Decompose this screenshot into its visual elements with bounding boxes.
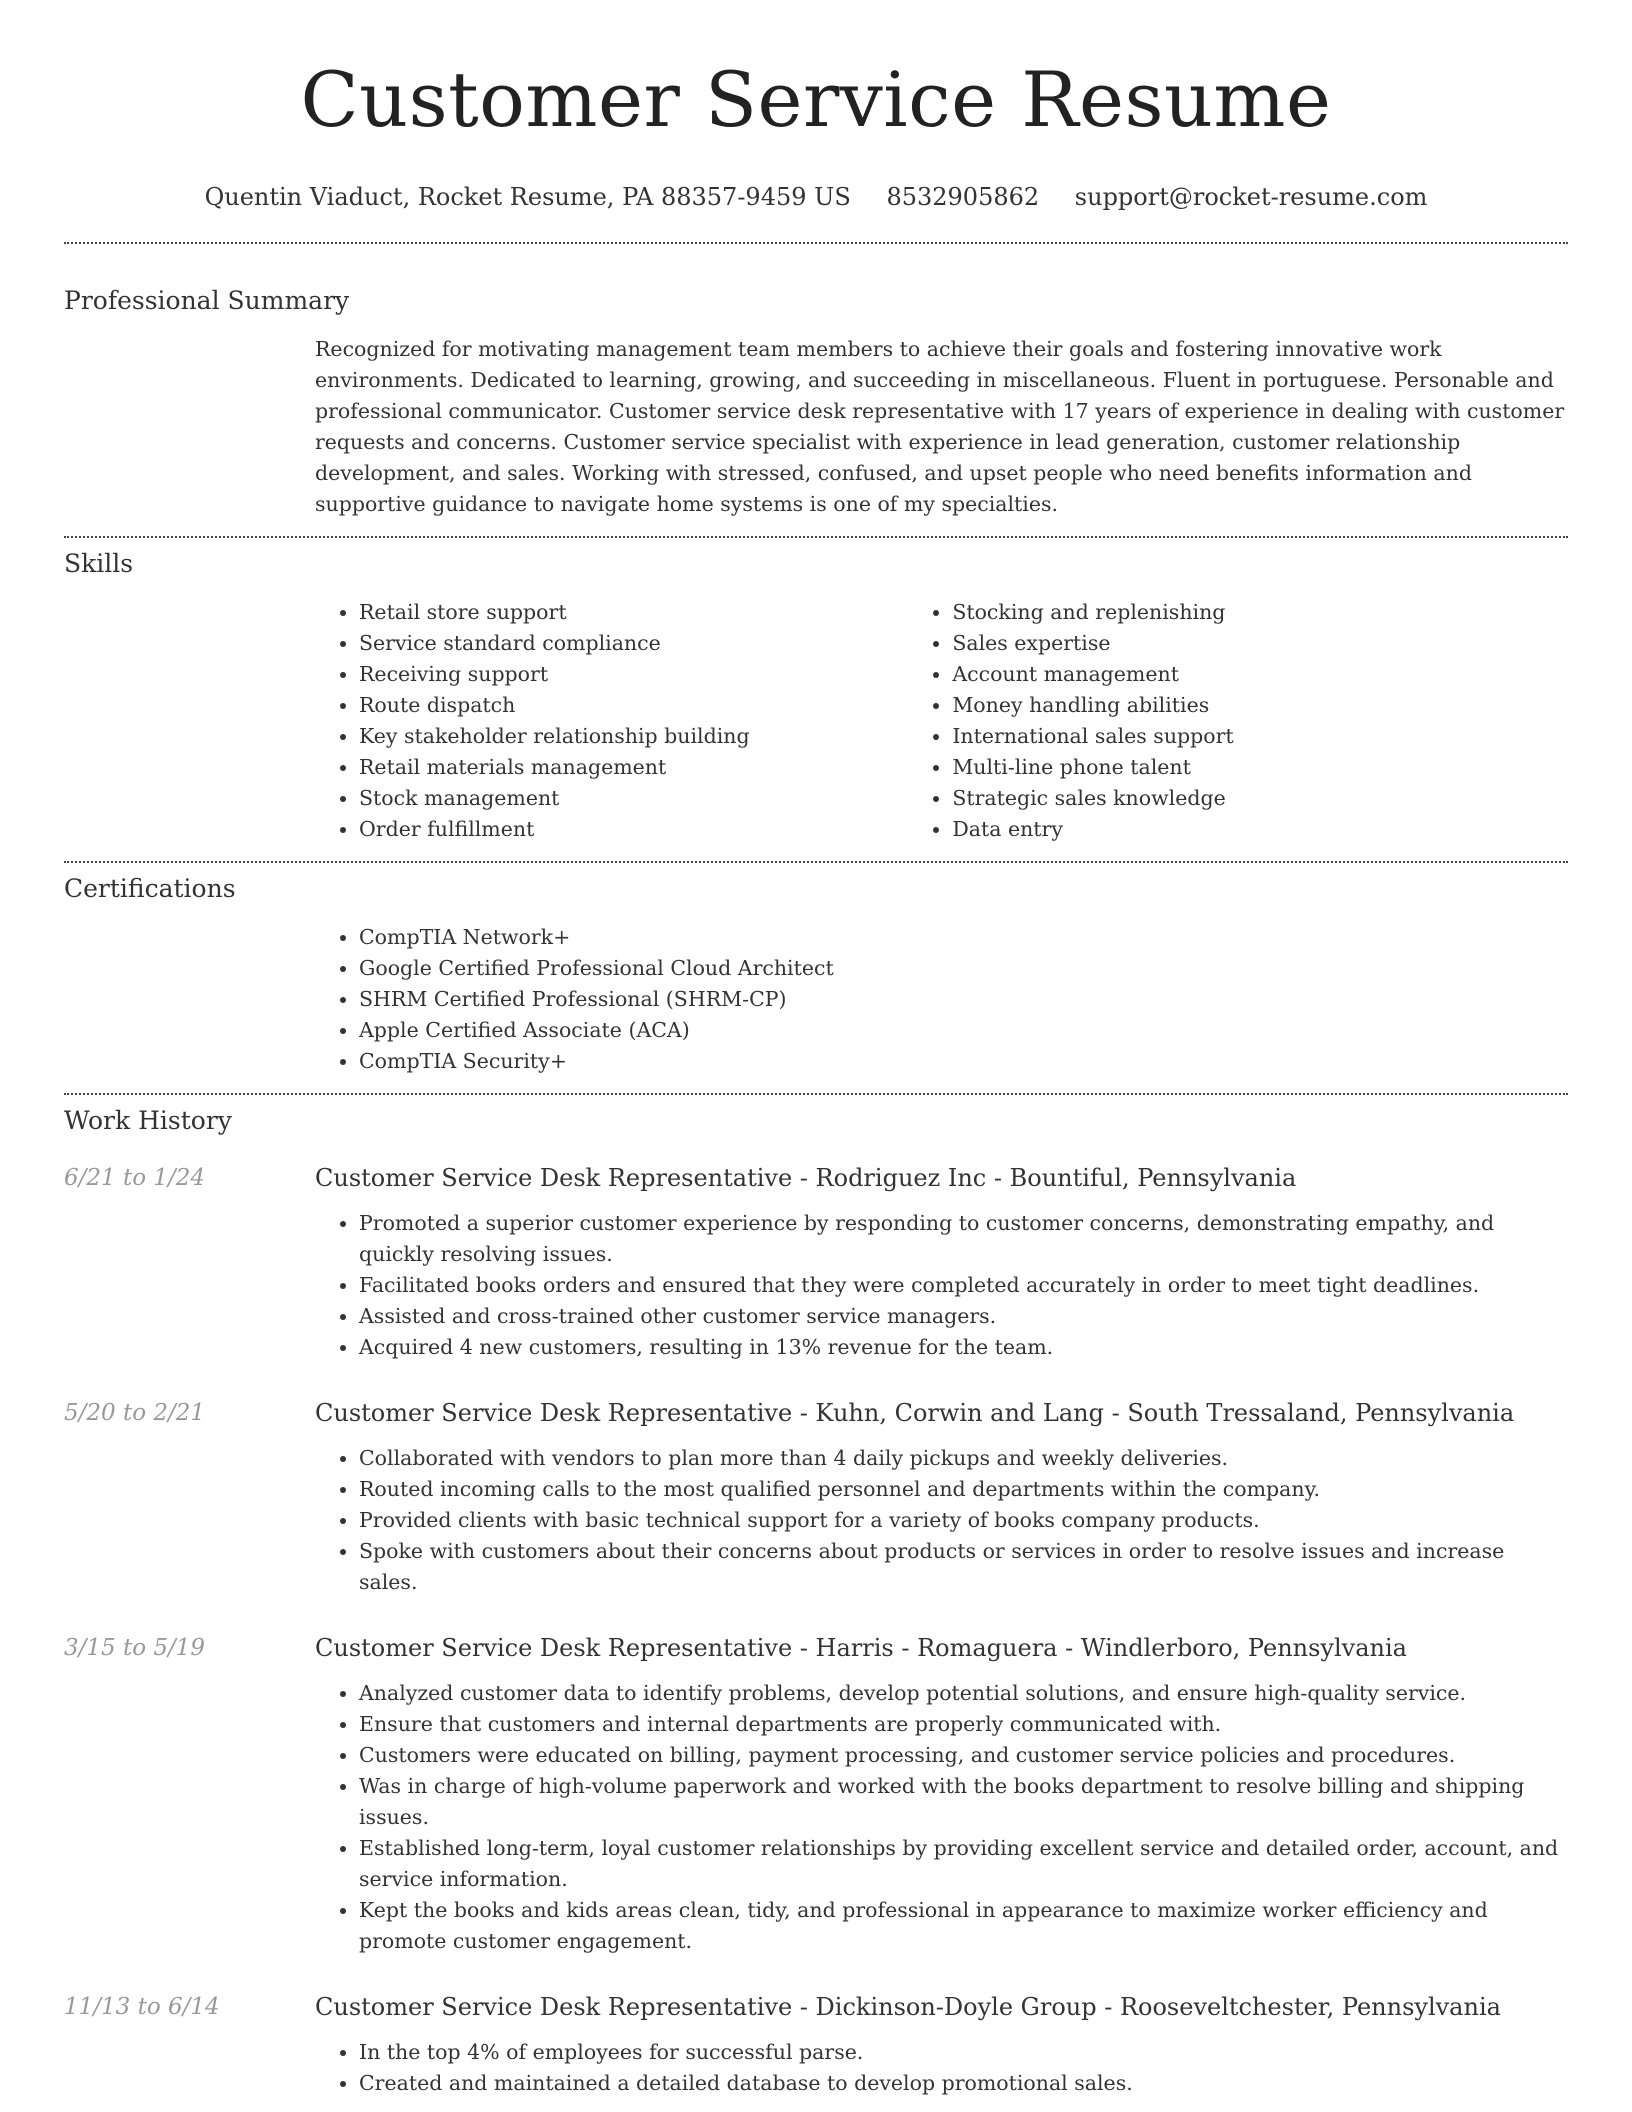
skill-item: • Multi-line phone talent <box>952 752 1568 783</box>
job-bullet: • Kept the books and kids areas clean, tidy, and professional in appearance to maximize worker efficiency and promote customer engagement. <box>359 1895 1568 1957</box>
contact-email[interactable]: support@rocket-resume.com <box>1074 183 1428 211</box>
job-bullet: • Was in charge of high-volume paperwork and worked with the books department to resolve billing and shipping issues. <box>359 1771 1568 1833</box>
job-title: Customer Service Desk Representative - Kuhn, Corwin and Lang - South Tressaland, Pennsylvania <box>315 1399 1515 1427</box>
job-bullets <box>315 1443 1568 1598</box>
skill-item: • Receiving support <box>359 659 908 690</box>
job-entry <box>64 1991 1568 2099</box>
divider <box>64 861 1568 863</box>
skill-item: • Service standard compliance <box>359 628 908 659</box>
skill-item: • Sales expertise <box>952 628 1568 659</box>
job-title: Customer Service Desk Representative - Rodriguez Inc - Bountiful, Pennsylvania <box>315 1164 1297 1192</box>
divider <box>64 1093 1568 1095</box>
job-dates: 3/15 to 5/19 <box>64 1635 206 1661</box>
certification-item: • CompTIA Security+ <box>359 1046 1568 1077</box>
job-dates: 6/21 to 1/24 <box>64 1165 206 1191</box>
skill-item: • Money handling abilities <box>952 690 1568 721</box>
job-title: Customer Service Desk Representative - Harris - Romaguera - Windlerboro, Pennsylvania <box>315 1634 1407 1662</box>
skill-item: • Retail materials management <box>359 752 908 783</box>
skills-column-2 <box>908 597 1568 845</box>
job-bullet: • Analyzed customer data to identify problems, develop potential solutions, and ensure high-quality service. <box>359 1678 1568 1709</box>
resume-page <box>64 0 1568 2099</box>
job-entry <box>64 1632 1568 1957</box>
job-details <box>315 1397 1568 1598</box>
skill-item: • Strategic sales knowledge <box>952 783 1568 814</box>
certifications-heading: Certifications <box>64 874 236 903</box>
certification-item: • Google Certified Professional Cloud Architect <box>359 953 1568 984</box>
skill-item: • Order fulfillment <box>359 814 908 845</box>
job-bullet: • Created and maintained a detailed database to develop promotional sales. <box>359 2068 1568 2099</box>
contact-address: Quentin Viaduct, Rocket Resume, PA 88357-9459 US <box>204 183 851 211</box>
skill-item: • Route dispatch <box>359 690 908 721</box>
contact-phone: 8532905862 <box>886 183 1040 211</box>
job-bullet: • Spoke with customers about their concerns about products or services in order to resolve issues and increase sales. <box>359 1536 1568 1598</box>
skills-heading: Skills <box>64 549 134 578</box>
certification-item: • SHRM Certified Professional (SHRM-CP) <box>359 984 1568 1015</box>
job-dates: 5/20 to 2/21 <box>64 1400 206 1426</box>
job-bullet: • In the top 4% of employees for successful parse. <box>359 2037 1568 2068</box>
skill-item: • Data entry <box>952 814 1568 845</box>
job-bullets <box>315 1678 1568 1957</box>
divider <box>64 536 1568 538</box>
certification-item: • Apple Certified Associate (ACA) <box>359 1015 1568 1046</box>
job-bullet: • Provided clients with basic technical support for a variety of books company products. <box>359 1505 1568 1536</box>
summary-text: Recognized for motivating management team members to achieve their goals and fostering innovative work environments. Dedicated to learning, growing, and succeeding in miscellaneous. Fluent in portuguese. Personable and professional communicator. Customer service desk representative with 17 years of experience in dealing with customer requests and concerns. Customer service specialist with experience in lead generation, customer relationship development, and sales. Working with stressed, confused, and upset people who need benefits information and supportive guidance to navigate home systems is one of my specialties. <box>315 337 1565 516</box>
skill-item: • Stock management <box>359 783 908 814</box>
job-bullet: • Routed incoming calls to the most qualified personnel and departments within the company. <box>359 1474 1568 1505</box>
skill-item: • Retail store support <box>359 597 908 628</box>
certifications-list <box>315 922 1568 1077</box>
job-bullet: • Assisted and cross-trained other customer service managers. <box>359 1301 1568 1332</box>
job-bullet: • Ensure that customers and internal departments are properly communicated with. <box>359 1709 1568 1740</box>
job-entry <box>64 1397 1568 1598</box>
skills-list <box>315 597 1568 845</box>
skill-item: • Stocking and replenishing <box>952 597 1568 628</box>
work-history-heading: Work History <box>64 1106 232 1135</box>
contact-line <box>64 182 1568 212</box>
job-dates: 11/13 to 6/14 <box>64 1994 220 2020</box>
job-title: Customer Service Desk Representative - Dickinson-Doyle Group - Rooseveltchester, Pennsylvania <box>315 1993 1501 2021</box>
skill-item: • Account management <box>952 659 1568 690</box>
certification-item: • CompTIA Network+ <box>359 922 1568 953</box>
divider <box>64 242 1568 244</box>
resume-title: Customer Service Resume <box>300 55 1332 144</box>
job-entry <box>64 1162 1568 1363</box>
skills-column-1 <box>315 597 908 845</box>
job-bullet: • Promoted a superior customer experience by responding to customer concerns, demonstrating empathy, and quickly resolving issues. <box>359 1208 1568 1270</box>
job-bullet: • Acquired 4 new customers, resulting in 13% revenue for the team. <box>359 1332 1568 1363</box>
job-details <box>315 1632 1568 1957</box>
skill-item: • Key stakeholder relationship building <box>359 721 908 752</box>
job-bullets <box>315 2037 1568 2099</box>
certifications-ul <box>315 922 1568 1077</box>
job-bullet: • Customers were educated on billing, payment processing, and customer service policies and procedures. <box>359 1740 1568 1771</box>
job-bullet: • Collaborated with vendors to plan more than 4 daily pickups and weekly deliveries. <box>359 1443 1568 1474</box>
job-details <box>315 1162 1568 1363</box>
skill-item: • International sales support <box>952 721 1568 752</box>
job-details <box>315 1991 1568 2099</box>
summary-heading: Professional Summary <box>64 286 350 315</box>
job-bullets <box>315 1208 1568 1363</box>
job-bullet: • Facilitated books orders and ensured that they were completed accurately in order to meet tight deadlines. <box>359 1270 1568 1301</box>
job-bullet: • Established long-term, loyal customer relationships by providing excellent service and detailed order, account, and service information. <box>359 1833 1568 1895</box>
